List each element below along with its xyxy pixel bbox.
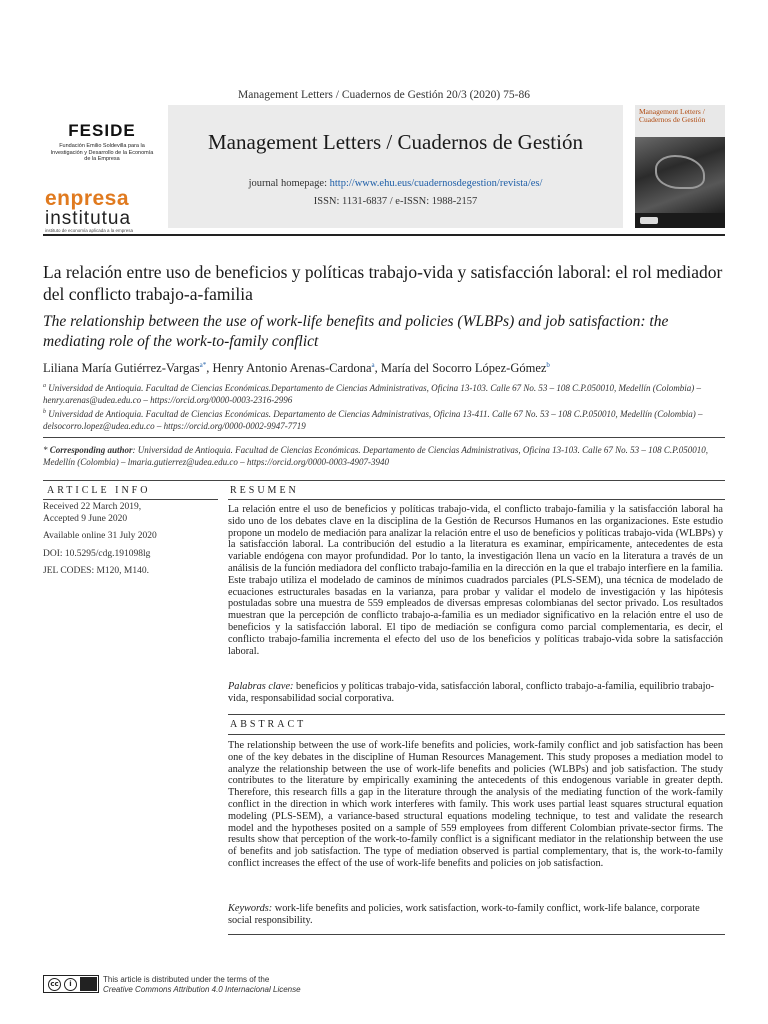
affiliation-text: Universidad de Antioquia. Facultad de Ciencias Económicas.Departamento de Ciencias Administrativas, Oficina 13-103. Calle 67 No. 53 – 108 C.P.050010, Medellín (Colombia) – henry.arenas@udea.edu.co – https://orcid.org/0000-0003-2316-2996 [43, 383, 701, 405]
cover-title: Management Letters / Cuadernos de Gestión [639, 107, 706, 124]
journal-header [43, 105, 725, 233]
affiliation-mark: a [43, 383, 46, 389]
journal-title: Management Letters / Cuadernos de Gestión [208, 130, 583, 154]
author-name[interactable]: María del Socorro López-Gómez [380, 361, 547, 376]
journal-citation-line: Management Letters / Cuadernos de Gestión 20/3 (2020) 75-86 [238, 89, 530, 101]
received-date: Received 22 March 2019, [43, 502, 142, 512]
online-date: Available online 31 July 2020 [43, 531, 157, 541]
author-list: Liliana María Gutiérrez-Vargas$^{a*}$, Henry Antonio Arenas-Cardona$^a$, María del Socorro López-Gómez$^b$ [43, 361, 550, 376]
info-divider [43, 480, 725, 481]
homepage-label: journal homepage: [248, 178, 330, 189]
corresponding-label: Corresponding author [49, 445, 133, 455]
fesde-logo-subtitle: Fundación Emilio Soldevilla para la Investigación y Desarrollo de la Economía de la Empresa [50, 143, 154, 162]
keywords-label: Keywords: [228, 903, 273, 914]
license-link[interactable]: Creative Commons Attribution 4.0 Internacional License [103, 984, 301, 994]
by-label-icon [80, 977, 97, 991]
palabras-clave-label: Palabras clave: [228, 681, 294, 692]
author-mark: b [546, 361, 550, 369]
enpresa-institutua-logo [45, 189, 163, 233]
keywords [228, 903, 723, 927]
article-title-spanish: La relación entre uso de beneficios y políticas trabajo-vida y satisfacción laboral: el rol mediador del conflicto trabajo-a-familia [43, 262, 723, 304]
cover-publisher-logo [640, 217, 658, 224]
article-info [43, 502, 218, 581]
fesde-logo [47, 121, 157, 163]
author-mark: a* [199, 361, 207, 369]
publisher-logos [43, 117, 163, 232]
affiliation-a [43, 381, 725, 406]
article-title-english: The relationship between the use of work-life benefits and policies (WLBPs) and job satisfaction: the mediating role of the work-to-family conflict [43, 313, 669, 350]
abstract-top-rule [228, 714, 725, 715]
author-name[interactable]: Henry Antonio Arenas-Cardona [212, 361, 372, 376]
cc-license-badge[interactable] [43, 975, 99, 993]
issn-line: ISSN: 1131-6837 / e-ISSN: 1988-2157 [313, 196, 478, 207]
enpresa-logo-word: enpresa [45, 187, 130, 210]
corresponding-author: * Corresponding author: Universidad de Antioquia. Facultad de Ciencias Económicas. Departamento de Ciencias Administrativas, Oficina 13-103. Calle 67 No. 53 – 108 C.P.050010, Medellín (Colombia) – lmaria.gutierrez@udea.edu.co – https://orcid.org/0000-0003-4907-3940 [43, 445, 708, 467]
license-text [103, 975, 301, 994]
journal-homepage [168, 178, 623, 189]
header-divider [43, 234, 725, 236]
license-line-1: This article is distributed under the terms of the [103, 975, 270, 984]
resumen-rule [228, 499, 725, 500]
doi[interactable]: DOI: 10.5295/cdg.191098lg [43, 548, 151, 559]
author-name[interactable]: Liliana María Gutiérrez-Vargas [43, 361, 200, 376]
jel-codes: JEL CODES: M120, M140. [43, 566, 150, 576]
cc-icon: cc [48, 978, 61, 991]
accepted-date: Accepted 9 June 2020 [43, 513, 128, 524]
article-info-rule [43, 499, 218, 500]
affiliation-text: Universidad de Antioquia. Facultad de Ciencias Económicas. Departamento de Ciencias Administrativas, Oficina 13-411. Calle 67 No. 53 – 108 C.P.050010, Medellín (Colombia) – delsocorro.lopez@udea.edu.co – https://orcid.org/0000-0002-9947-7719 [43, 409, 703, 431]
abstract-bottom-rule [228, 934, 725, 935]
affiliation-b [43, 407, 725, 432]
abstract-heading: ABSTRACT [230, 719, 307, 730]
affiliation-mark: b [43, 409, 46, 415]
author-mark: a [371, 361, 375, 369]
journal-title-box [168, 105, 623, 228]
resumen-text: La relación entre el uso de beneficios y políticas trabajo-vida, el conflicto trabajo-familia y la satisfacción laboral ha sido uno de los debates clave en la disciplina de la Gestión de Recursos Humanos en las organizaciones. Este estudio propone un modelo de mediación para analizar la relación entre el uso de beneficios y políticas trabajo-vida (WLBPs) y la satisfacción laboral. La contribución del estudio a la literatura es examinar, empíricamente, antecedentes de esta variable endógena con mayor profundidad. Por lo tanto, la investigación llena un vacío en la literatura a través de un análisis de la función mediadora del conflicto trabajo-familia en la dirección en la que el trabajo interfiere en la familia. Este trabajo utiliza el modelado de caminos de mínimos cuadrados parciales (PLS-SEM), una técnica de modelado de ecuaciones estructurales basadas en la varianza, para probar y validar el modelo de investigación y las hipótesis postuladas sobre una muestra de 559 empleados de diversas empresas colombianas del sector privado. Los resultados muestran que la percepción de conflicto trabajo-a-familia es un mediador significativo en la relación entre el uso de beneficios y la satisfacción laboral. El tipo de mediación se configura como parcial complementaria, es decir, el conflicto trabajo-familia incrementa el efecto del uso de los beneficios y políticas trabajo-vida sobre la satisfacción laboral. [228, 504, 723, 657]
journal-cover-image [635, 105, 725, 228]
institutua-logo-tagline: instituto de economía aplicada a la empresa [45, 228, 134, 233]
abstract-rule [228, 734, 725, 735]
resumen-heading: RESUMEN [230, 485, 299, 496]
by-icon: i [64, 978, 77, 991]
corresponding-text: : Universidad de Antioquia. Facultad de Ciencias Económicas. Departamento de Ciencias Administrativas, Oficina 13-103. Calle 67 No. 53 – 108 C.P.050010, Medellín (Colombia) – lmaria.gutierrez@udea.edu.co – https://orcid.org/0000-0003-4907-3940 [43, 445, 708, 467]
palabras-clave [228, 681, 723, 705]
affiliation-divider [43, 437, 725, 438]
abstract-text: The relationship between the use of work-life benefits and policies, work-family conflict and job satisfaction has been one of the key debates in the discipline of Human Resources Management. This study proposes a mediation model to analyze the relationship between the use of work-life benefits and policies (WLBPs) and job satisfaction. The study contributes to the literature by empirically examining the antecedents of this endogenous variable in greater depth. Therefore, this research fills a gap in the literature through the analysis of the mediating function of the work-family conflict in the direction in which work interferes with family. This work uses partial least squares structural equation modeling (PLS-SEM), a variance-based structural equations modeling technique, to test and validate the research model and the hypotheses posited on a sample of 559 employees from different Colombian private-sector firms. The results show that perception of the work-to-family conflict is a significant mediator in the relationship between the use of benefits and job satisfaction. The type of mediation observed is partial complementary, that is, the work-to-family conflict increases the effect of the use of work-life benefits and policies on job satisfaction. [228, 740, 723, 869]
palabras-clave-text: beneficios y políticas trabajo-vida, satisfacción laboral, conflicto trabajo-a-familia, equilibrio trabajo-vida, responsabilidad social corporativa. [228, 681, 715, 704]
article-info-heading: ARTICLE INFO [47, 485, 151, 496]
keywords-text: work-life benefits and policies, work satisfaction, work-to-family conflict, work-life balance, corporate social responsibility. [228, 903, 700, 926]
homepage-link[interactable]: http://www.ehu.eus/cuadernosdegestion/revista/es/ [329, 178, 543, 189]
license-line-2 [103, 985, 301, 995]
institutua-logo-word: institutua [45, 208, 132, 229]
fesde-logo-title: FESIDE [68, 121, 136, 140]
